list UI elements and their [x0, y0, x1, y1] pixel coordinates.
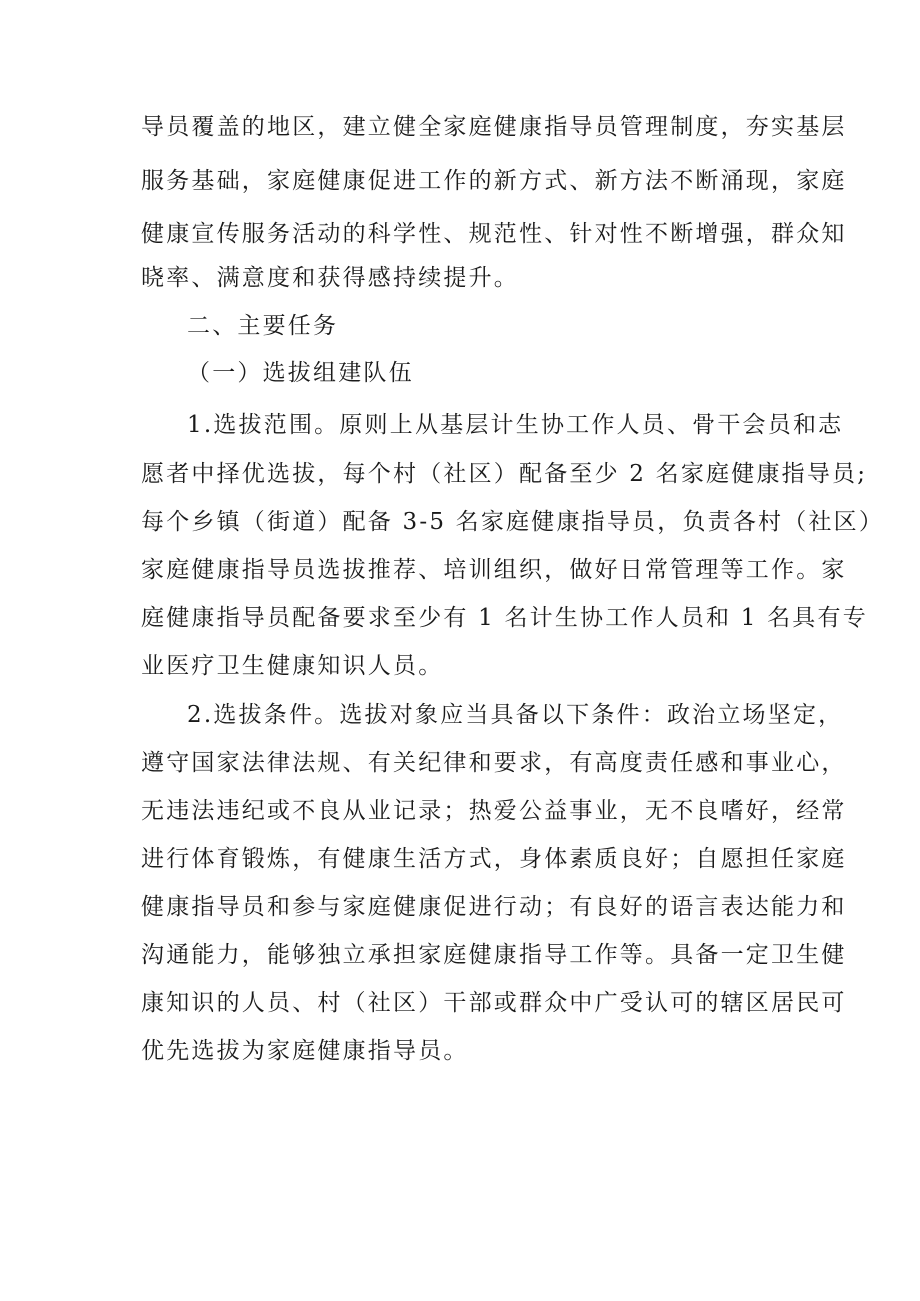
paragraph-line: 晓率、满意度和获得感持续提升。 — [141, 265, 519, 291]
paragraph-line: 每个乡镇（街道）配备 3-5 名家庭健康指导员，负责各村（社区） — [141, 509, 885, 535]
paragraph-line: 1.选拔范围。原则上从基层计生协工作人员、骨干会员和志 — [187, 412, 844, 438]
paragraph-line: 沟通能力，能够独立承担家庭健康指导工作等。具备一定卫生健 — [141, 942, 847, 968]
paragraph-line: 健康宣传服务活动的科学性、规范性、针对性不断增强，群众知 — [141, 221, 847, 247]
paragraph-line: 导员覆盖的地区，建立健全家庭健康指导员管理制度，夯实基层 — [141, 114, 847, 140]
paragraph-line: 遵守国家法律法规、有关纪律和要求，有高度责任感和事业心， — [141, 750, 847, 776]
paragraph-line: 进行体育锻炼，有健康生活方式，身体素质良好；自愿担任家庭 — [141, 846, 847, 872]
paragraph-line: 庭健康指导员配备要求至少有 1 名计生协工作人员和 1 名具有专 — [141, 605, 868, 631]
paragraph-line: 康知识的人员、村（社区）干部或群众中广受认可的辖区居民可 — [141, 990, 847, 1016]
paragraph-line: 愿者中择优选拔，每个村（社区）配备至少 2 名家庭健康指导员; — [141, 461, 868, 487]
paragraph-line: 无违法违纪或不良从业记录；热爱公益事业，无不良嗜好，经常 — [141, 798, 847, 824]
paragraph-line: 2.选拔条件。选拔对象应当具备以下条件：政治立场坚定， — [187, 702, 844, 728]
paragraph-line: 服务基础，家庭健康促进工作的新方式、新方法不断涌现，家庭 — [141, 168, 847, 194]
section-heading: 二、主要任务 — [187, 313, 339, 339]
paragraph-line: 优先选拔为家庭健康指导员。 — [141, 1038, 469, 1064]
paragraph-line: 健康指导员和参与家庭健康促进行动；有良好的语言表达能力和 — [141, 894, 847, 920]
paragraph-line: 业医疗卫生健康知识人员。 — [141, 653, 444, 679]
subsection-heading: （一）选拔组建队伍 — [187, 360, 414, 386]
paragraph-line: 家庭健康指导员选拔推荐、培训组织，做好日常管理等工作。家 — [141, 557, 847, 583]
